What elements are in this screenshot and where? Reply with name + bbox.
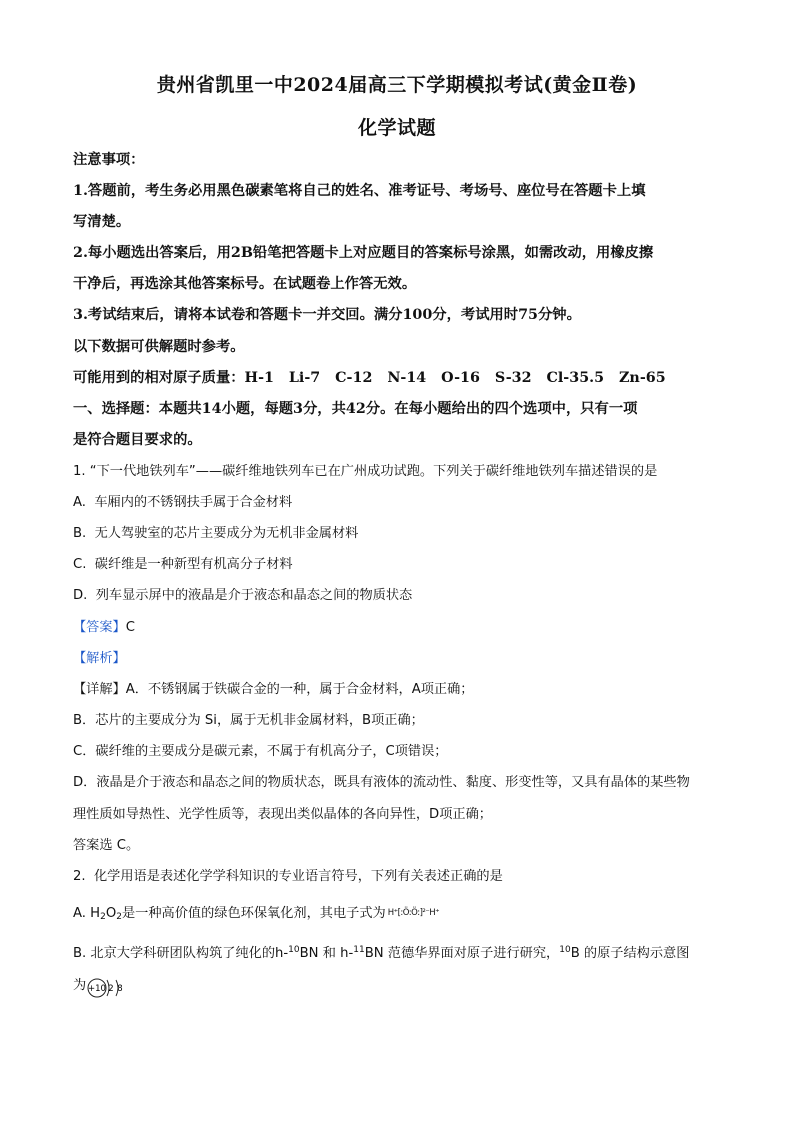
detail-line: C．碳纤维的主要成分是碳元素，不属于有机高分子，C项错误； [73, 744, 448, 759]
note-line: 3.考试结束后，请将本试卷和答题卡一并交回。满分100分，考试用时75分钟。 [73, 307, 581, 323]
atomic-masses: 可能用到的相对原子质量：H-1 Li-7 C-12 N-14 O-16 S-32 Cl-35.5 Zn-65 [73, 370, 666, 386]
atom-structure-diagram [86, 975, 130, 1001]
superscript: 10 [559, 945, 571, 955]
option-b-text: BN 范德华界面对原子进行研究， [364, 946, 560, 961]
question-1-option-d: D. 列车显示屏中的液晶是介于液态和晶态之间的物质状态 [73, 588, 413, 603]
subscript: 2 [116, 912, 122, 922]
notes-heading: 注意事项： [73, 152, 145, 168]
shell-1-electrons: 2 [108, 984, 114, 994]
answer-label: 【答案】 [73, 620, 126, 635]
option-b-text: B. 北京大学科研团队构筑了纯化的h- [73, 946, 289, 961]
answer-line [73, 618, 723, 638]
data-hint: 以下数据可供解题时参考。 [73, 339, 245, 355]
question-2-option-b-cont: 为 [73, 978, 87, 993]
exam-title: 贵州省凯里一中2024届高三下学期模拟考试(黄金Ⅱ卷) [156, 74, 638, 96]
option-a-text: O [105, 906, 117, 921]
question-1-stem: 1. “下一代地铁列车”——碳纤维地铁列车已在广州成功试跑。下列关于碳纤维地铁列车描述错误的是 [73, 464, 658, 479]
option-a-text: A. H [73, 906, 101, 921]
superscript: 11 [353, 945, 365, 955]
question-1-option-b: B. 无人驾驶室的芯片主要成分为无机非金属材料 [73, 526, 359, 541]
option-b-text: BN 和 h- [299, 946, 354, 961]
answer-value: C [125, 620, 135, 635]
note-line: 2.每小题选出答案后，用2B铅笔把答题卡上对应题目的答案标号涂黑，如需改动，用橡皮擦 [73, 245, 654, 261]
note-line: 干净后，再选涂其他答案标号。在试题卷上作答无效。 [73, 276, 417, 292]
option-a-text: 是一种高价值的绿色环保氧化剂，其电子式为 [121, 906, 386, 921]
section-heading-cont: 是符合题目要求的。 [73, 432, 202, 448]
exam-subtitle: 化学试题 [357, 117, 436, 139]
question-2-option-b [73, 940, 723, 964]
superscript: 10 [288, 945, 300, 955]
note-line: 1.答题前，考生务必用黑色碳素笔将自己的姓名、准考证号、考场号、座位号在答题卡上填 [73, 183, 646, 199]
option-b-text: B 的原子结构示意图 [570, 946, 690, 961]
question-1-option-a: A. 车厢内的不锈钢扶手属于合金材料 [73, 495, 293, 510]
detail-line: B．芯片的主要成分为 Si，属于无机非金属材料，B项正确； [73, 713, 424, 728]
detail-line: 【详解】A．不锈钢属于铁碳合金的一种，属于合金材料，A项正确； [73, 682, 474, 697]
analysis-line [73, 649, 723, 669]
detail-line: 理性质如导热性、光学性质等，表现出类似晶体的各向异性，D项正确； [73, 807, 492, 822]
shell-2-electrons: 8 [117, 984, 123, 994]
question-1-option-c: C. 碳纤维是一种新型有机高分子材料 [73, 557, 293, 572]
note-line: 写清楚。 [73, 214, 131, 230]
nucleus-charge: +10 [88, 984, 106, 994]
section-heading: 一、选择题：本题共14小题，每题3分，共42分。在每小题给出的四个选项中，只有一项 [73, 401, 638, 417]
detail-line: D．液晶是介于液态和晶态之间的物质状态，既具有液体的流动性、黏度、形变性等，又具有晶体的某些物 [73, 775, 690, 790]
electron-formula: H⁺[:Ö:Ö:]²⁻H⁺ [387, 908, 440, 918]
question-2-stem: 2. 化学用语是表述化学学科知识的专业语言符号，下列有关表述正确的是 [73, 869, 503, 884]
analysis-label: 【解析】 [73, 651, 126, 666]
conclusion-line: 答案选 C。 [73, 838, 140, 853]
subscript: 2 [100, 912, 106, 922]
question-2-option-a [73, 903, 723, 927]
